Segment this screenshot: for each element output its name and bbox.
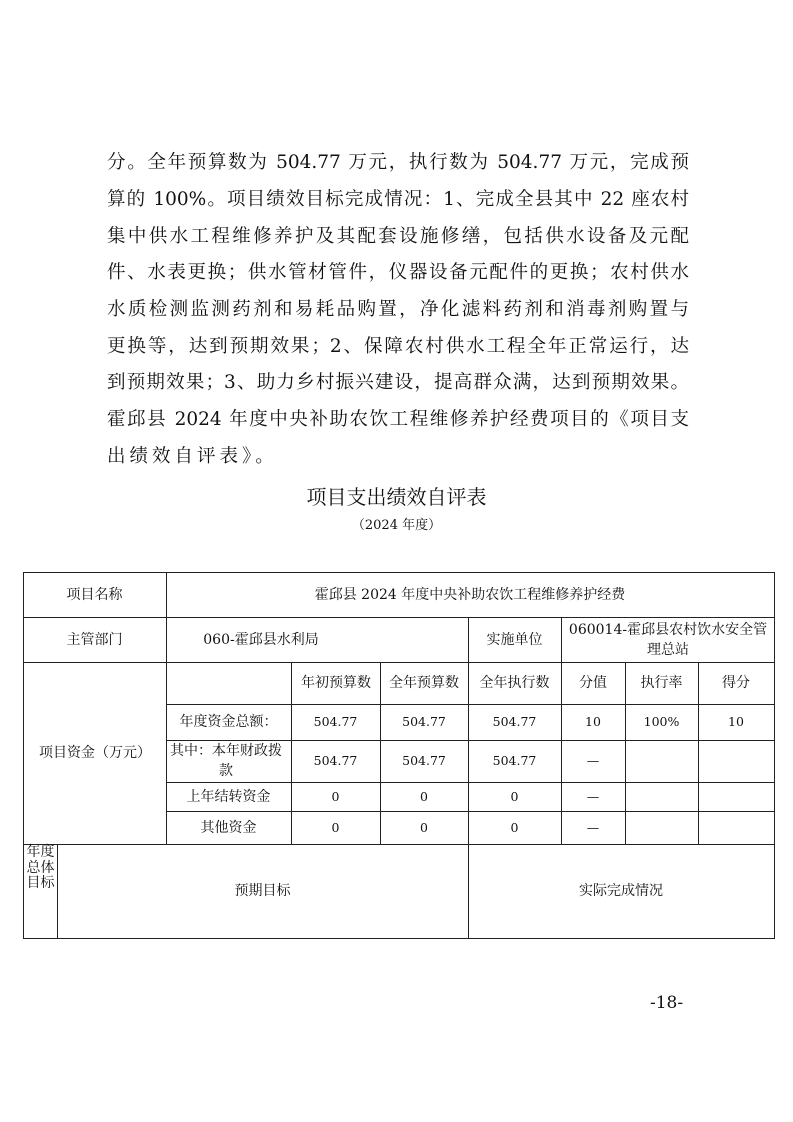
actual-completion-label: 实际完成情况 — [579, 883, 663, 899]
body-line: 更换等，达到预期效果；2、保障农村供水工程全年正常运行，达 — [107, 336, 689, 357]
header-annual-budget: 全年预算数 — [389, 674, 459, 691]
table-rule — [23, 938, 775, 939]
row-label: 其中：本年财政拨款 — [170, 743, 282, 779]
body-line: 出绩效自评表》。 — [107, 446, 278, 467]
cell: 0 — [331, 819, 340, 835]
body-line: 到预期效果；3、助力乡村振兴建设，提高群众满，达到预期效果。 — [107, 372, 689, 393]
project-name-label: 项目名称 — [66, 586, 123, 603]
header-executed: 全年执行数 — [479, 675, 550, 691]
header-execution-rate: 执行率 — [640, 675, 683, 691]
header-initial-budget: 年初预算数 — [301, 674, 371, 691]
expected-goal-label: 预期目标 — [234, 883, 291, 899]
cell: 504.77 — [492, 753, 537, 768]
row-label: 年度资金总额： — [179, 714, 278, 730]
table-subtitle: （2024 年度） — [351, 518, 442, 533]
unit-value: 060014-霍邱县农村饮水安全管理总站 — [568, 621, 768, 658]
body-line: 集中供水工程维修养护及其配套设施修缮，包括供水设备及元配 — [107, 226, 689, 247]
row-label: 上年结转资金 — [186, 788, 271, 805]
table-title: 项目支出绩效自评表 — [306, 485, 487, 509]
body-line: 水质检测监测药剂和易耗品购置，净化滤料药剂和消毒剂购置与 — [107, 299, 689, 320]
cell: 0 — [510, 819, 519, 835]
body-line: 分。全年预算数为 504.77 万元，执行数为 504.77 万元，完成预 — [107, 152, 689, 173]
cell — [698, 740, 774, 782]
body-line: 件、水表更换；供水管材管件，仪器设备元配件的更换；农村供水 — [107, 262, 689, 283]
body-line: 霍邱县 2024 年度中央补助农饮工程维修养护经费项目的《项目支 — [107, 409, 689, 430]
cell: 100% — [643, 714, 680, 729]
cell: 504.77 — [402, 753, 446, 768]
funds-label: 项目资金（万元） — [39, 745, 151, 761]
cell: 10 — [585, 714, 601, 729]
cell — [625, 782, 698, 811]
cell — [625, 740, 698, 782]
unit-label: 实施单位 — [486, 631, 543, 648]
page-number: -18- — [650, 993, 684, 1013]
body-line: 算的 100%。项目绩效目标完成情况：1、完成全县其中 22 座农村 — [107, 189, 689, 210]
cell — [698, 811, 774, 844]
cell: 0 — [420, 819, 428, 835]
table-rule — [774, 572, 775, 939]
dept-label: 主管部门 — [66, 631, 123, 648]
header-score: 得分 — [722, 675, 750, 691]
cell: — — [586, 753, 600, 768]
header-score-value: 分值 — [579, 675, 607, 691]
cell: 0 — [510, 788, 519, 804]
cell: — — [586, 819, 600, 835]
cell: 504.77 — [313, 753, 358, 768]
cell: 0 — [420, 788, 428, 804]
cell: 504.77 — [313, 714, 358, 729]
annual-goal-label: 年度总体目标 — [26, 844, 55, 891]
cell — [625, 811, 698, 844]
cell: 504.77 — [402, 714, 446, 729]
cell: 504.77 — [492, 714, 537, 729]
project-name: 霍邱县 2024 年度中央补助农饮工程维修养护经费 — [314, 586, 626, 603]
cell: 10 — [728, 714, 744, 729]
row-label: 其他资金 — [200, 819, 257, 836]
cell: — — [586, 788, 600, 804]
cell: 0 — [331, 788, 340, 804]
dept-value: 060-霍邱县水利局 — [203, 631, 319, 648]
cell — [698, 782, 774, 811]
